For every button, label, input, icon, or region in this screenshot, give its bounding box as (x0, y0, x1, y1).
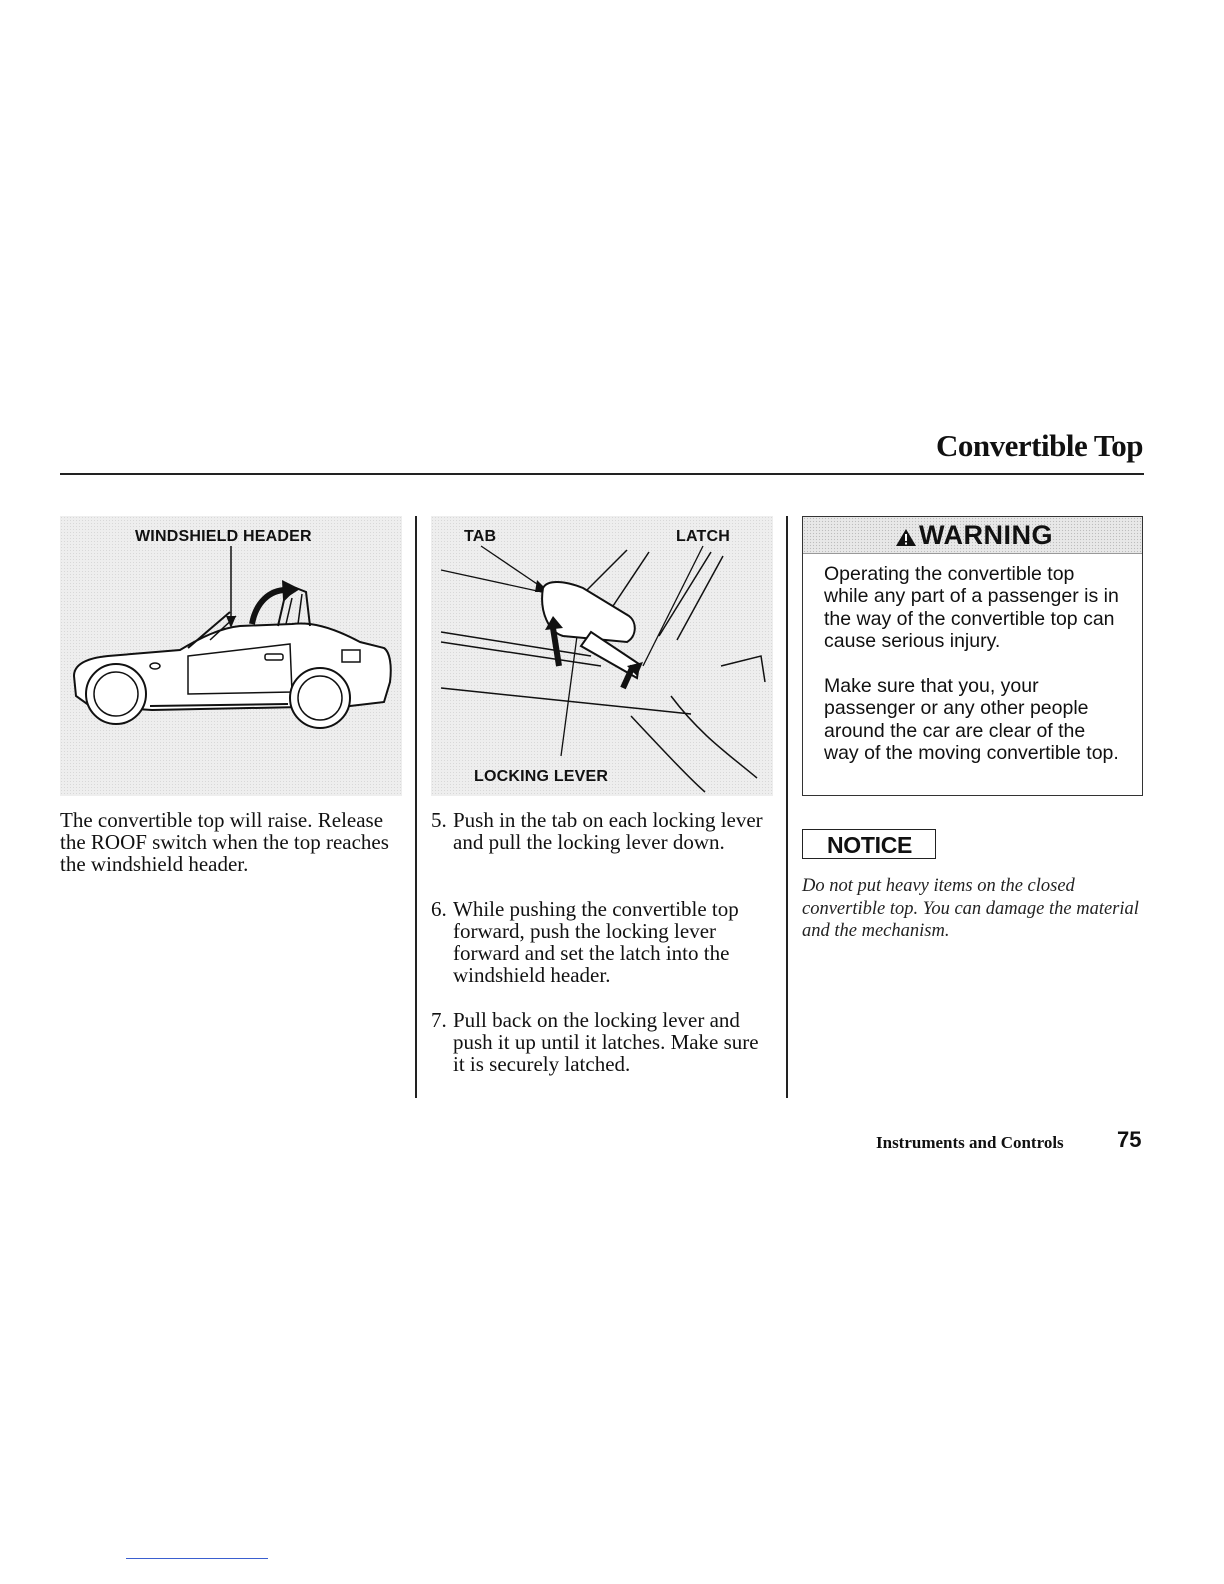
notice-box (802, 829, 936, 859)
warning-triangle-icon (895, 528, 917, 547)
column-divider-right (786, 516, 788, 1098)
warning-title: WARNING (919, 520, 1053, 550)
label-windshield-header: WINDSHIELD HEADER (135, 528, 312, 545)
step-text: Push in the tab on each locking lever and pull the locking lever down. (453, 808, 763, 854)
notice-text: Do not put heavy items on the closed convertible top. You can damage the material and the mechanism. (802, 876, 1139, 941)
warning-paragraph-2: Make sure that you, your passenger or any other people around the car are clear of the way of the moving convertible top. (824, 675, 1119, 764)
label-locking-lever: LOCKING LEVER (474, 768, 609, 785)
step-text: Pull back on the locking lever and push it up until it latches. Make sure it is securely latched. (453, 1008, 759, 1076)
figure-car-windshield-header (60, 516, 402, 796)
locking-lever-illustration (431, 516, 773, 796)
step-number: 5. (431, 808, 447, 832)
notice-label: NOTICE (827, 832, 913, 858)
paragraph-top-raise: The convertible top will raise. Release the ROOF switch when the top reaches the windshield header. (60, 808, 389, 876)
column-divider-left (415, 516, 417, 1098)
step-6 (431, 898, 776, 986)
bottom-rule (126, 1558, 268, 1559)
step-7 (431, 1009, 776, 1075)
warning-box (802, 516, 1143, 796)
footer-section-name: Instruments and Controls (876, 1133, 1064, 1152)
label-latch: LATCH (676, 528, 731, 545)
warning-paragraph-1: Operating the convertible top while any part of a passenger is in the way of the convertible top can cause serious injury. (824, 563, 1119, 652)
warning-header (803, 517, 1142, 554)
label-tab: TAB (464, 528, 497, 545)
step-5 (431, 809, 776, 875)
figure-locking-lever (431, 516, 773, 796)
page-title: Convertible Top (936, 428, 1143, 463)
car-illustration (60, 516, 402, 796)
step-number: 7. (431, 1008, 447, 1032)
page-number: 75 (1117, 1127, 1142, 1152)
step-number: 6. (431, 897, 447, 921)
step-text: While pushing the convertible top forward, push the locking lever forward and set the latch into the windshield header. (453, 897, 739, 987)
header-divider (60, 473, 1144, 475)
